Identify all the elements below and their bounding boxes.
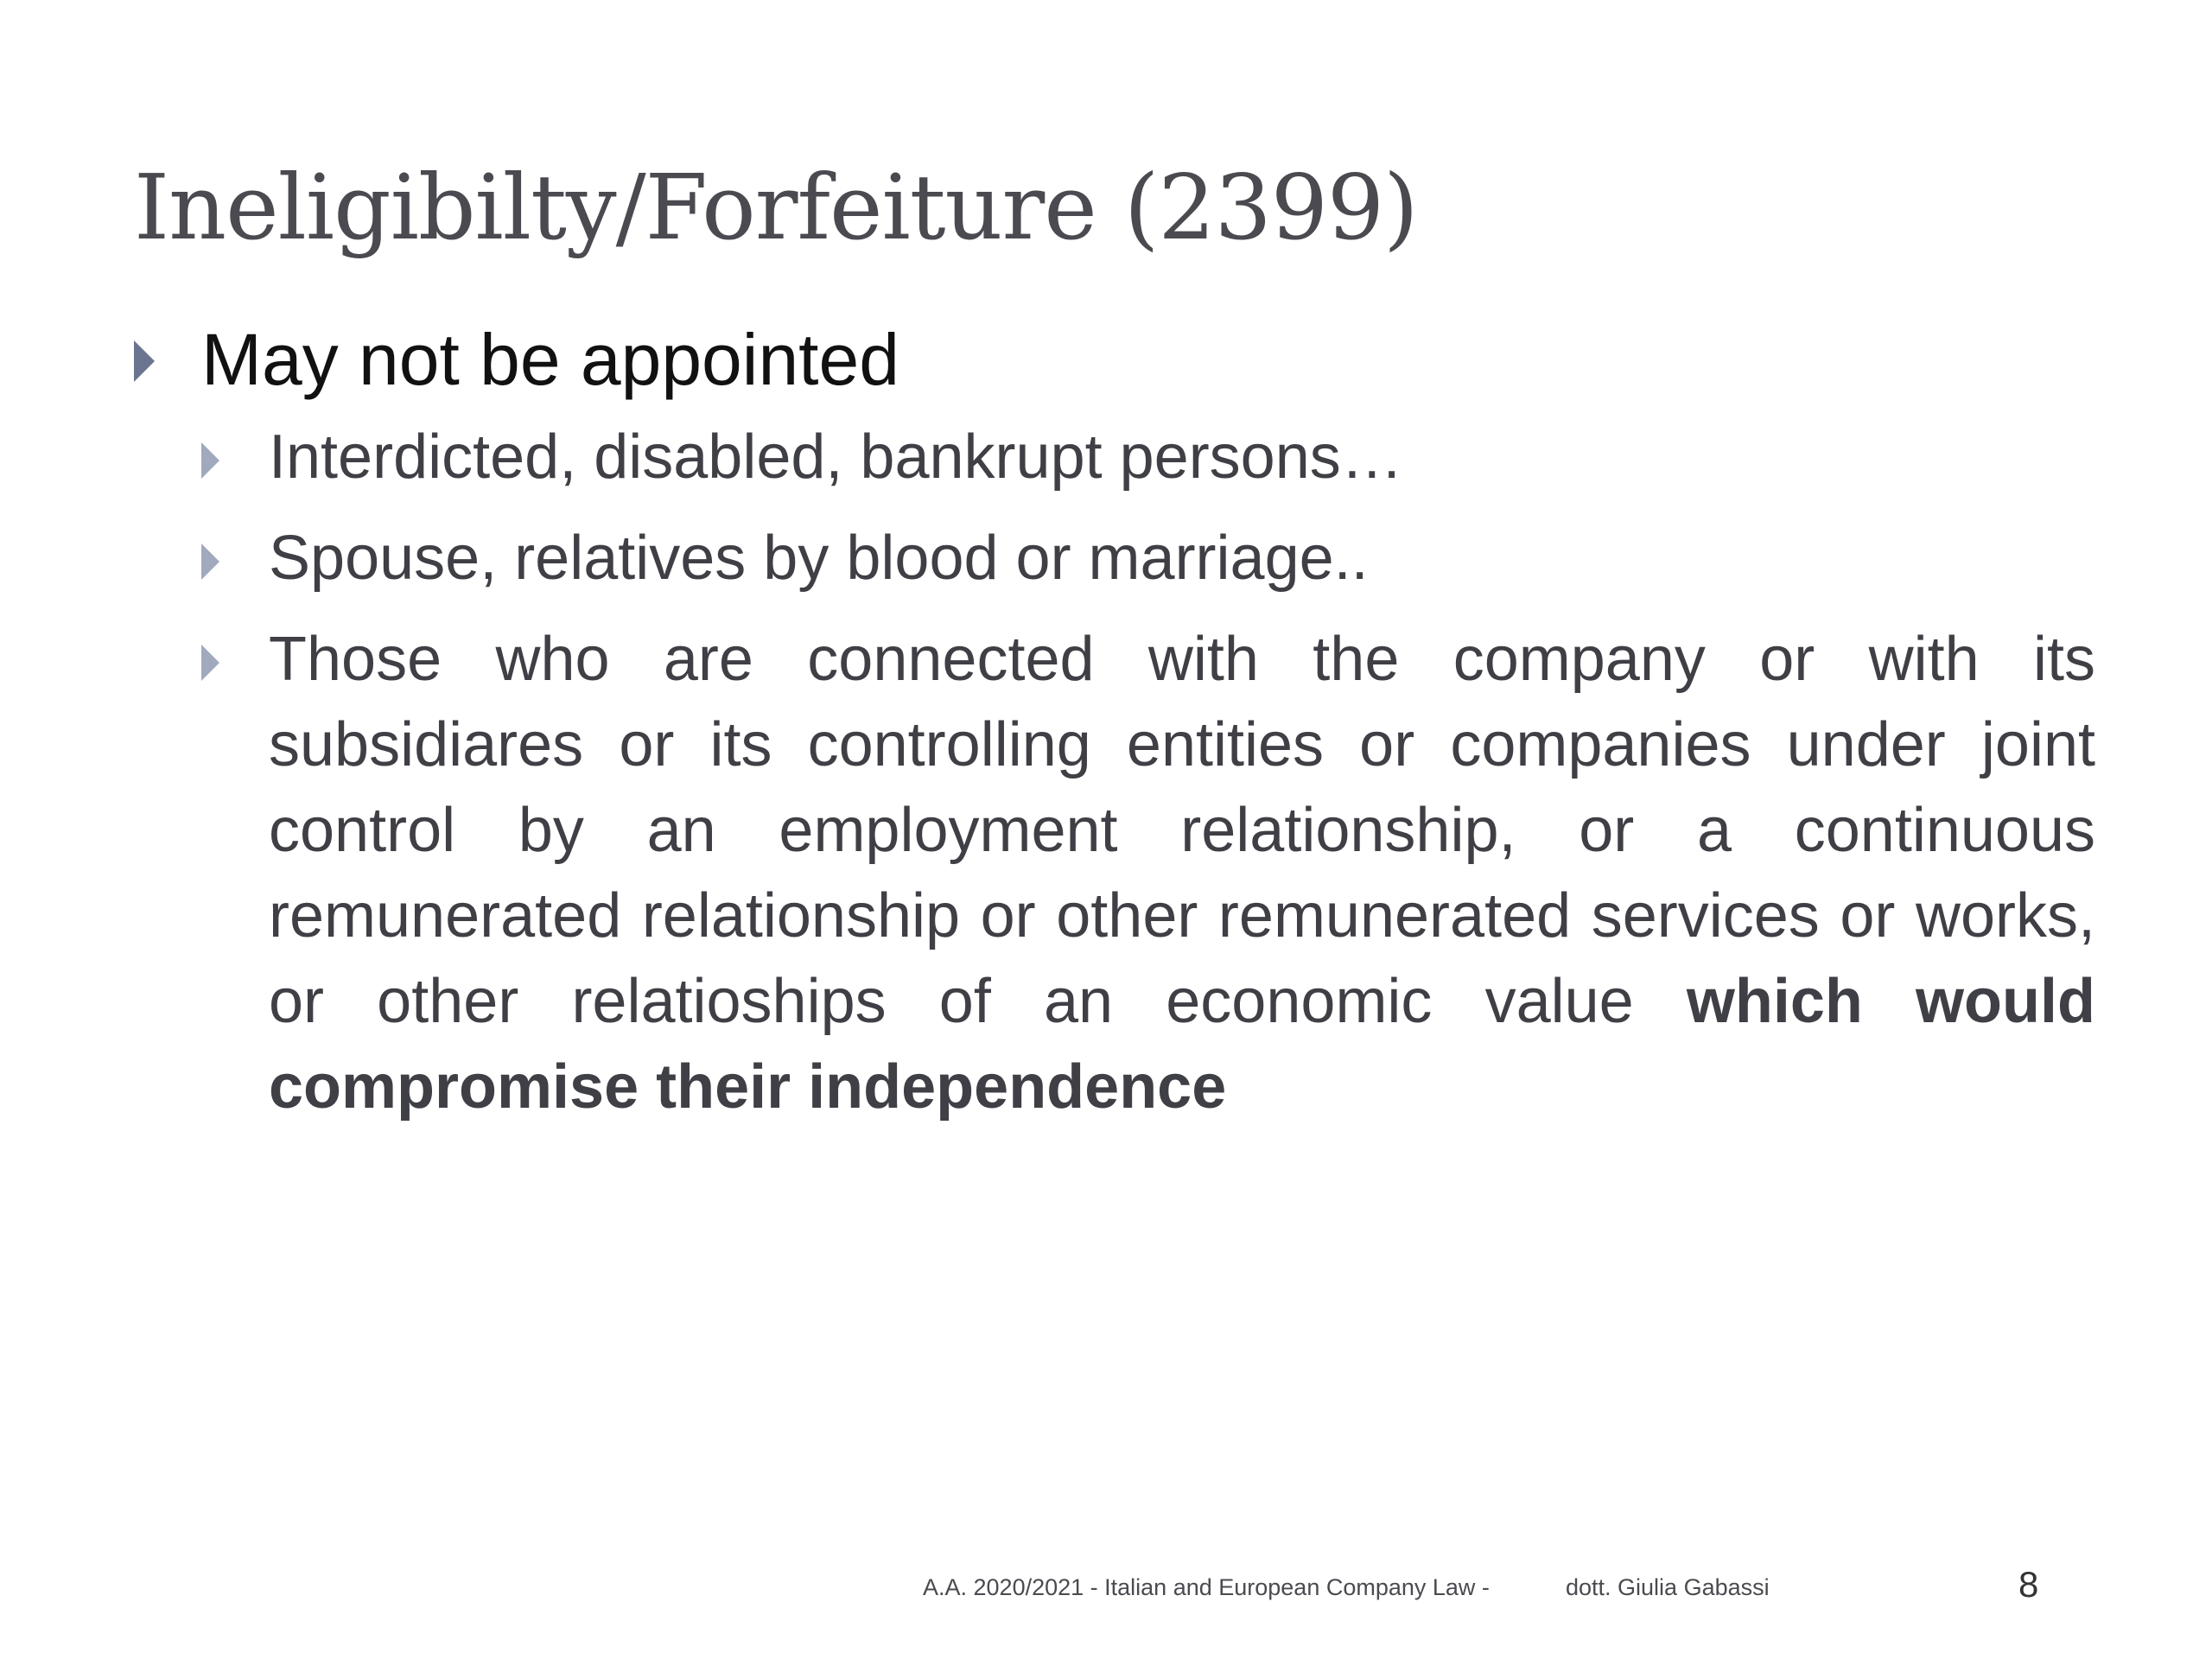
sub-bullet-persons xyxy=(201,415,2095,500)
bullet-main-text: May not be appointed xyxy=(201,319,899,400)
slide-title: Ineligibilty/Forfeiture (2399) xyxy=(134,155,1418,260)
footer-author: dott. Giulia Gabassi xyxy=(1566,1574,1770,1600)
sub-bullet-connected-text: Those who are connected with the company or with its subsidiares or its controlling entities or companies under joint control by an employment relationship, or a continuous remunerated relationship or other remunerated services or works, or other relatioships of an economic value xyxy=(269,625,2095,1036)
sub-bullet-arrow-icon xyxy=(201,442,219,479)
sub-bullet-arrow-icon xyxy=(201,645,219,681)
footer-course: A.A. 2020/2021 - Italian and European Company Law - xyxy=(923,1574,1490,1600)
sub-bullet-relatives xyxy=(201,516,2095,601)
bullet-main xyxy=(134,311,2095,408)
sub-bullet-connected-emphasis: which would compromise their independence xyxy=(269,967,2095,1122)
sub-bullet-connected xyxy=(201,617,2095,1130)
slide-body xyxy=(134,311,2095,1146)
bullet-arrow-icon xyxy=(134,340,155,382)
sub-bullet-arrow-icon xyxy=(201,543,219,580)
page-number: 8 xyxy=(2018,1564,2039,1605)
slide-footer xyxy=(0,1564,2212,1605)
sub-bullet-persons-text: Interdicted, disabled, bankrupt persons… xyxy=(269,423,1403,492)
sub-bullet-relatives-text: Spouse, relatives by blood or marriage.. xyxy=(269,524,1369,593)
